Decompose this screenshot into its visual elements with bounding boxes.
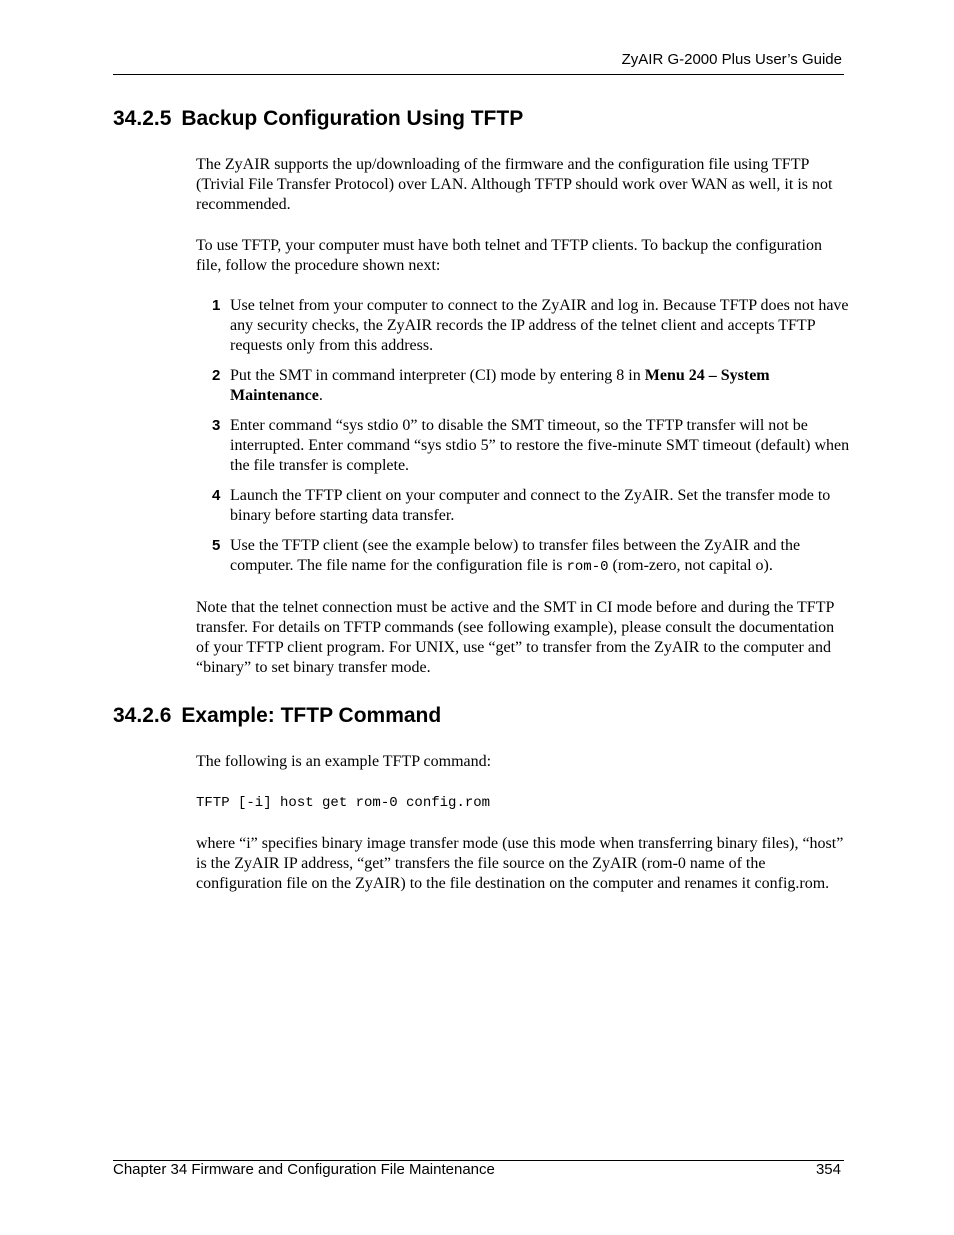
running-header-title: ZyAIR G-2000 Plus User’s Guide xyxy=(621,51,842,68)
step-item xyxy=(210,366,850,406)
tftp-command-example: TFTP [-i] host get rom-0 config.rom xyxy=(196,795,491,811)
step-item xyxy=(210,536,850,577)
step-text: Launch the TFTP client on your computer and connect to the ZyAIR. Set the transfer mode to binary before starting data transfer. xyxy=(230,487,831,524)
section-title: Example: TFTP Command xyxy=(181,704,442,727)
step-text: Enter command “sys stdio 0” to disable the SMT timeout, so the TFTP transfer will not be interrupted. Enter command “sys stdio 5” to restore the five-minute SMT timeout (default) when the file transfer is complete. xyxy=(230,417,850,474)
step-item xyxy=(210,416,850,476)
step-number: 5 xyxy=(212,537,221,554)
intro-paragraph: The ZyAIR supports the up/downloading of the firmware and the configuration file using TFTP (Trivial File Transfer Protocol) over LAN. Although TFTP should work over WAN as well, it is not recommended. xyxy=(196,156,833,213)
menu-reference: Menu 24 – System Maintenance xyxy=(230,367,770,404)
step-text-end: (rom-zero, not capital o). xyxy=(608,557,773,574)
step-text: Put the SMT in command interpreter (CI) mode by entering 8 in xyxy=(230,367,645,384)
command-explanation: where “i” specifies binary image transfer mode (use this mode when transferring binary files), “host” is the ZyAIR IP address, “get” transfers the file source on the ZyAIR (rom-0 name of the configuration file on the ZyAIR) to the file destination on the computer and renames it config.rom. xyxy=(196,835,844,892)
procedure-steps xyxy=(210,296,850,587)
step-text: Use telnet from your computer to connect to the ZyAIR and log in. Because TFTP does not have any security checks, the ZyAIR records the IP address of the telnet client and accepts TFTP requests only from this address. xyxy=(230,297,849,354)
section-number: 34.2.5 xyxy=(113,107,172,130)
section-title: Backup Configuration Using TFTP xyxy=(181,107,524,130)
section-heading-backup-tftp xyxy=(113,107,523,131)
step-number: 3 xyxy=(212,417,221,434)
requirements-paragraph: To use TFTP, your computer must have both telnet and TFTP clients. To backup the configuration file, follow the procedure shown next: xyxy=(196,237,822,274)
inline-code-filename: rom-0 xyxy=(566,559,609,575)
step-number: 4 xyxy=(212,487,221,504)
step-number: 1 xyxy=(212,297,221,314)
note-paragraph: Note that the telnet connection must be active and the SMT in CI mode before and during the TFTP transfer. For details on TFTP commands (see following example), please consult the documentation of your TFTP client program. For UNIX, use “get” to transfer from the ZyAIR to the computer and “binary” to set binary transfer mode. xyxy=(196,599,835,676)
step-item xyxy=(210,486,850,526)
header-divider xyxy=(113,74,844,75)
section-heading-example-tftp xyxy=(113,704,441,728)
step-item xyxy=(210,296,850,356)
example-intro: The following is an example TFTP command: xyxy=(196,753,492,770)
footer-chapter-title: Chapter 34 Firmware and Configuration File Maintenance xyxy=(113,1161,495,1178)
step-number: 2 xyxy=(212,367,221,384)
section-number: 34.2.6 xyxy=(113,704,172,727)
step-text-end: . xyxy=(318,387,323,404)
step-text: Use the TFTP client (see the example below) to transfer files between the ZyAIR and the computer. The file name for the configuration file is xyxy=(230,537,801,574)
footer-page-number: 354 xyxy=(815,1161,841,1178)
